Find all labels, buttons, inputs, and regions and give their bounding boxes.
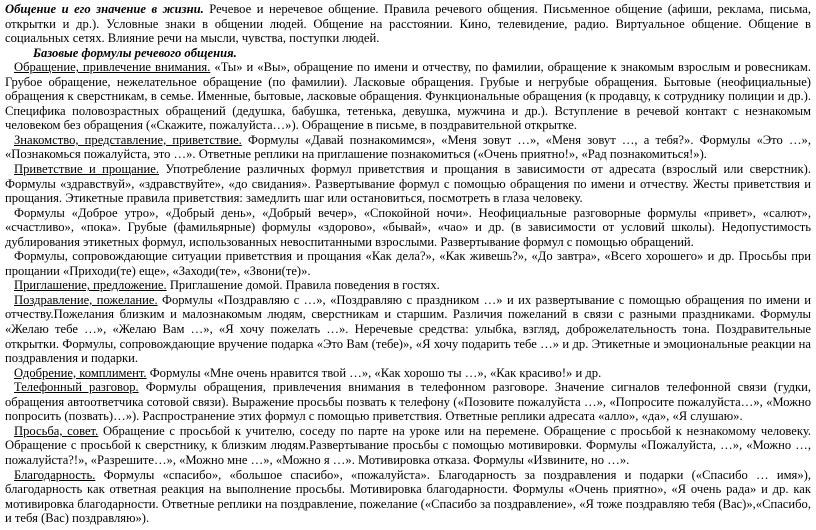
section-heading-underlined: Благодарность. <box>14 467 96 482</box>
section-heading-underlined: Поздравление, пожелание. <box>14 292 158 307</box>
paragraph-8 <box>5 278 811 293</box>
section-heading-underlined: Знакомство, представление, приветствие. <box>14 132 242 147</box>
section-heading-underlined: Телефонный разговор. <box>14 380 139 395</box>
body-text: Формулы «Поздравляю с …», «Поздравляю с праздником …» и их развертывание с помощью обращения по имени и отчеству.Пожелания близким и малознакомым людям, сверстникам и старшим. Различия пожеланий в связи с разными праздниками. Формулы «Желаю тебе …», «Желаю Вам …», «Я хочу пожелать …». Неречевые средства: улыбка, взгляд, доброжелательность тона. Поздравительные открытки. Формулы, сопровождающие вручение подарка «Это Вам (тебе)», «Я хочу подарить тебе …» и др. Этикетные и эмоциональные реакции на поздравления и подарки. <box>5 292 811 366</box>
paragraph-12 <box>5 424 811 468</box>
body-text: Формулы, сопровождающие ситуации приветствия и прощания «Как дела?», «Как живешь?», «До завтра», «Всего хорошего» и др. Просьбы при прощании «Приходи(те) еще», «Заходи(те», «Звони(те)». <box>5 249 811 278</box>
body-text: Употребление различных формул приветствия и прощания в зависимости от адресата (взрослый или сверстник). Формулы «здравствуй», «здравствуйте», «до свидания». Развертывание формул с помощью обращения по имени и отчеству. Жесты приветствия и прощания. Этикетные правила приветствия: замедлить шаг или остановиться, посмотреть в глаза человеку. <box>5 162 811 206</box>
body-text: Речевое и неречевое общение. Правила речевого общения. Письменное общение (афиши, реклама, письма, открытки и др.). Условные знаки в общении людей. Общение на расстоянии. Кино, телевидение, радио. Виртуальное общение. Общение в социальных сетях. Влияние речи на мысли, чувства, поступки людей. <box>5 2 811 46</box>
body-text: Формулы «спасибо», «большое спасибо», «пожалуйста». Благодарность за поздравления и подарки («Спасибо … имя»), благодарность как ответная реакция на выполнение просьбы. Мотивировка благодарности. Формулы «Очень приятно», «Я очень рада» и др. как мотивировка благодарности. Ответные реплики на поздравление, пожелание («Спасибо за поздравление», «Я тоже поздравляю тебя (Вас)»,«Спасибо, и тебя (Вас) поздравляю»). <box>5 467 811 526</box>
paragraph-5 <box>5 162 811 206</box>
paragraph-9 <box>5 293 811 366</box>
section-heading-underlined: Одобрение, комплимент. <box>14 365 147 380</box>
body-text: Формулы «Доброе утро», «Добрый день», «Добрый вечер», «Спокойной ночи». Неофициальные разговорные формулы «привет», «салют», «счастливо», «пока». Грубые (фамильярные) формулы «здорово», «бывай», «чао» и др. (в зависимости от условий школы). Недопустимость дублирования этикетных формул, использованных невоспитанными взрослыми. Развертывание формул с помощью обращений. <box>5 205 811 249</box>
section-heading-underlined: Приветствие и прощание. <box>14 162 159 177</box>
paragraph-3 <box>5 60 811 133</box>
section-heading-underlined: Просьба, совет. <box>14 423 99 438</box>
body-text: «Ты» и «Вы», обращение по имени и отчеству, по фамилии, обращение к знакомым взрослым и ровесникам. Грубое обращение, нежелательное обращение (по фамилии). Ласковые обращения. Грубые и негрубые обращения. Бытовые (неофициальные) обращения к сверстникам, в семье. Именные, бытовые, ласковые обращения. Функциональные обращения (к продавцу, к сотруднику полиции и др.). Специфика половозрастных обращений (дедушка, бабушка, тетенька, девушка, мужчина и др.). Вступление в речевой контакт с незнакомым человеком без обращения («Скажите, пожалуйста…»). Обращение в письме, в поздравительной открытке. <box>5 60 811 133</box>
paragraph-11 <box>5 380 811 424</box>
paragraph-6 <box>5 206 811 250</box>
paragraph-4 <box>5 133 811 162</box>
section-heading-underlined: Обращение, привлечение внимания. <box>14 60 211 75</box>
body-text: Обращение с просьбой к учителю, соседу по парте на уроке или на перемене. Обращение с просьбой к незнакомому человеку. Обращение с просьбой к сверстнику, к близким людям.Развертывание просьбы с помощью мотивировки. Формулы «Пожалуйста, …», «Можно …, пожалуйста?!», «Разрешите…», «Можно мне …», «Можно я …». Мотивировка отказа. Формулы «Извините, но …». <box>5 423 811 467</box>
body-text: Приглашение домой. Правила поведения в гостях. <box>166 278 440 293</box>
paragraph-10 <box>5 366 811 381</box>
paragraph-2 <box>5 46 811 61</box>
body-text: Формулы «Давай познакомимся», «Меня зовут …», «Меня зовут …, а тебя?». Формулы «Это …», «Познакомься пожалуйста, это …». Ответные реплики на приглашение познакомиться («Очень приятно!», «Рад познакомиться!»). <box>5 132 811 162</box>
body-text: Формулы обращения, привлечения внимания в телефонном разговоре. Значение сигналов телефонной связи (гудки, обращения автоответчика сотовой связи). Выражение просьбы позвать к телефону («Позовите пожалуйста …», «Попросите пожалуйста…», «Можно попросить (позвать)…»). Распространение этих формул с помощью приветствия. Ответные реплики адресата «алло», «да», «Я слушаю». <box>5 380 811 424</box>
body-text: Формулы «Мне очень нравится твой …», «Как хорошо ты …», «Как красиво!» и др. <box>146 365 602 380</box>
paragraph-1 <box>5 2 811 46</box>
heading-bold-italic: Базовые формулы речевого общения. <box>33 45 237 60</box>
paragraph-13 <box>5 468 811 526</box>
heading-bold-italic: Общение и его значение в жизни. <box>5 2 210 16</box>
section-heading-underlined: Приглашение, предложение. <box>14 278 167 293</box>
paragraph-7 <box>5 249 811 278</box>
